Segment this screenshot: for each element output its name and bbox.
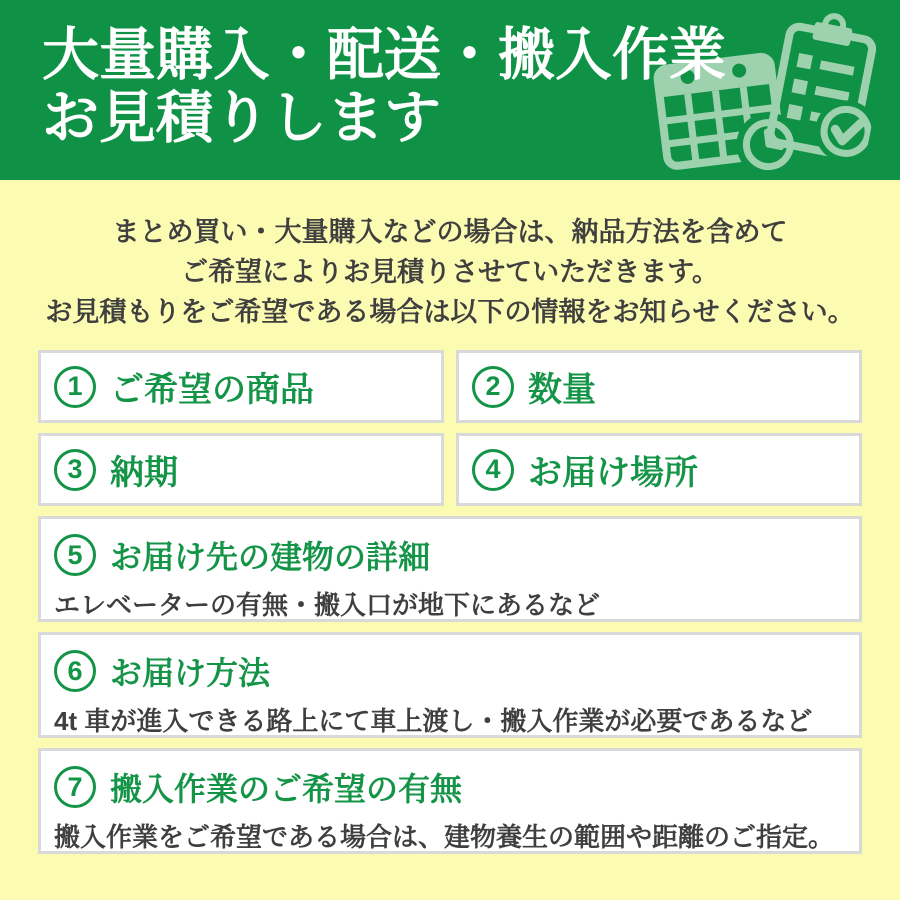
number-badge-7 [54, 766, 96, 808]
box-title: 搬入作業のご希望の有無 [110, 771, 463, 807]
info-box-carry-in-request [38, 748, 862, 854]
number-text: 5 [67, 539, 83, 570]
box-head [54, 532, 845, 578]
number-badge-5 [54, 534, 96, 576]
box-title: ご希望の商品 [110, 371, 314, 409]
info-box-delivery-place [456, 433, 862, 506]
box-note: 搬入作業をご希望である場合は、建物養生の範囲や距離のご指定。 [54, 822, 835, 852]
info-boxes [38, 350, 862, 854]
box-head [54, 648, 845, 694]
number-badge-4 [472, 449, 514, 491]
number-text: 4 [485, 454, 501, 484]
box-title: お届け方法 [110, 655, 271, 691]
box-note: エレベーターの有無・搬入口が地下にあるなど [54, 590, 601, 620]
intro-text [0, 180, 900, 332]
banner-title [42, 24, 726, 150]
box-head [54, 764, 845, 810]
intro-line2: ご希望によりお見積りさせていただきます。 [181, 257, 719, 287]
intro-line1: まとめ買い・大量購入などの場合は、納品方法を含めて [112, 217, 788, 247]
number-badge-3 [54, 449, 96, 491]
number-badge-6 [54, 650, 96, 692]
info-box-desired-product [38, 350, 444, 423]
number-badge-1 [54, 366, 96, 408]
info-box-quantity [456, 350, 862, 423]
info-box-building-details [38, 516, 862, 622]
box-title: お届け先の建物の詳細 [110, 539, 431, 575]
clipboard-check-icon [752, 1, 892, 175]
box-title: お届け場所 [528, 454, 698, 492]
box-title: 納期 [110, 454, 178, 492]
number-text: 1 [67, 371, 83, 401]
banner-title-line1: 大量購入・配送・搬入作業 [42, 23, 726, 87]
number-text: 2 [485, 371, 501, 401]
number-text: 7 [67, 771, 83, 802]
box-note: 4t 車が進入できる路上にて車上渡し・搬入作業が必要であるなど [54, 706, 813, 736]
info-box-delivery-date [38, 433, 444, 506]
header-banner [0, 0, 900, 180]
number-text: 6 [67, 655, 83, 686]
banner-title-line2: お見積りします [42, 86, 441, 150]
intro-line3: お見積もりをご希望である場合は以下の情報をお知らせください。 [45, 297, 855, 327]
info-box-delivery-method [38, 632, 862, 738]
number-badge-2 [472, 366, 514, 408]
number-text: 3 [67, 454, 83, 484]
box-title: 数量 [528, 371, 596, 409]
